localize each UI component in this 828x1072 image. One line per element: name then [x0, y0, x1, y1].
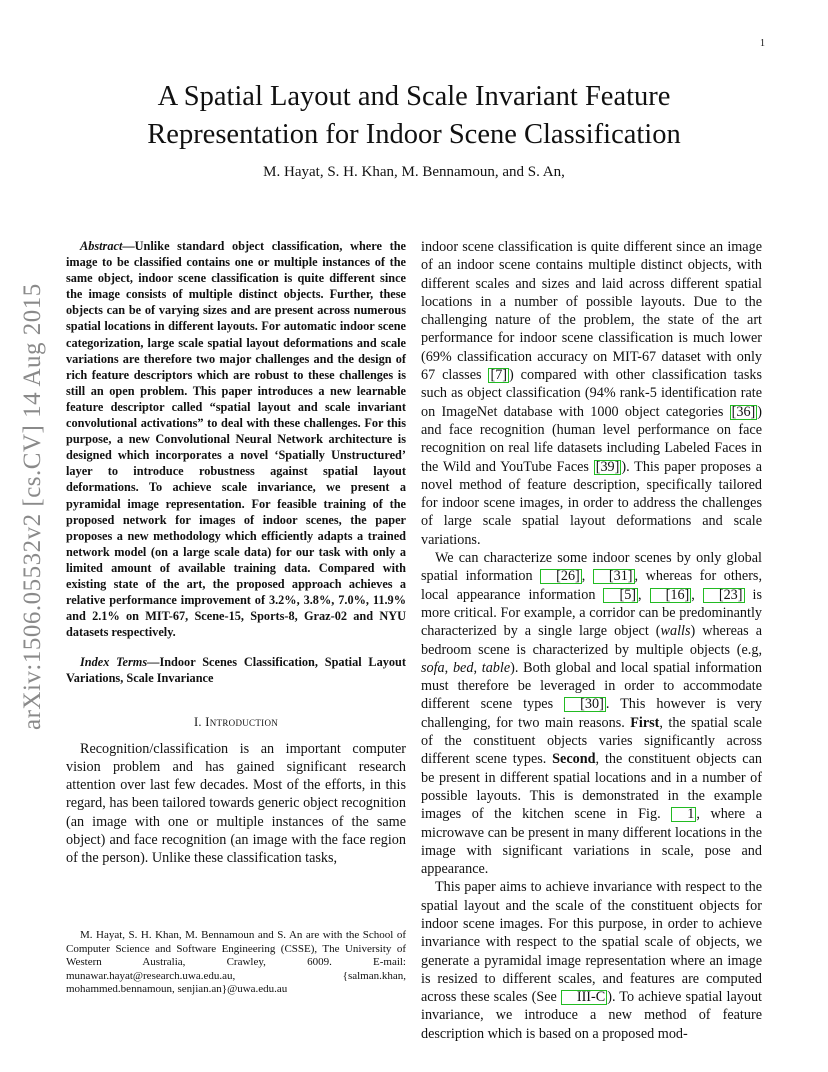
bold-text: Second — [552, 751, 596, 768]
figure-link[interactable]: 1 — [671, 807, 696, 822]
author-footnote: M. Hayat, S. H. Khan, M. Bennamoun and S. An are with the School of Computer Science and Software Engineering (CSSE), The University of Western Australia, Crawley, 6009. E-mail: munawar.hayat@research.uwa.edu.au, {salman.khan, mohammed.bennamoun, senjian.an}@uwa.edu.au — [66, 929, 406, 996]
abstract-text: —Unlike standard object classification, where the image to be classified contains one or multiple instances of the same object, indoor scene classification is quite different since the image consists of multiple distinct objects. Further, these objects can be of varying sizes and are present across numerous spatial locations in different layouts. For automatic indoor scene categorization, large scale spatial layout deformations and scale variations are therefore two major challenges and the design of rich feature descriptors which are robust to these challenges is still an open problem. This paper introduces a new learnable feature descriptor called “spatial layout and scale invariant convolutional activations” to deal with these challenges. For this purpose, a new Convolutional Neural Network architecture is designed which incorporates a novel ‘Spatially Unstructured’ layer to introduce robustness against spatial layout deformations. To achieve scale invariance, we present a pyramidal image representation. For feasible training of the proposed network for images of indoor scenes, the paper proposes a new methodology which efficiently adapts a trained network model (on a large scale data) for our task with only a limited amount of available training data. Compared with existing state of the art, the proposed approach achieves a relative performance improvement of 3.2%, 3.8%, 7.0%, 11.9% and 2.1% on MIT-67, Scene-15, Sports-8, Graz-02 and NYU datasets respectively. — [66, 239, 406, 640]
section-title: Introduction — [205, 714, 279, 729]
right-paragraph-1 — [421, 238, 762, 549]
paper-title — [0, 78, 828, 154]
citation-link[interactable]: [16] — [650, 588, 692, 603]
emphasis: walls — [660, 623, 691, 640]
text-run: ). Both global and local spatial information must therefore be leveraged in order to accommodate different scene types — [421, 659, 762, 713]
text-run: We can characterize some indoor scenes by only global spatial information — [421, 550, 762, 585]
title-line-1: A Spatial Layout and Scale Invariant Feature — [157, 81, 671, 112]
page-number: 1 — [760, 38, 765, 49]
citation-link[interactable]: [26] — [540, 569, 582, 584]
right-paragraph-2 — [421, 549, 762, 878]
text-run: , — [638, 586, 650, 603]
title-block — [0, 78, 828, 181]
text-run: , the constituent objects can be present in different spatial locations and in a number of possible layouts. This is demonstrated in the example images of the kitchen scene in Fig. — [421, 751, 762, 823]
text-run: , — [473, 659, 482, 676]
intro-paragraph-1: Recognition/classification is an important computer vision problem and has gained significant research attention over last few decades. Most of the efforts, in this regard, has been tailored towards generic object recognition (an image with one or multiple instances of the same object) and face recognition (an image with the face region of the person). Unlike these classification tasks, — [66, 740, 406, 867]
citation-link[interactable]: [39] — [595, 458, 620, 475]
text-run: This paper aims to achieve invariance with respect to the spatial layout and the scale of the constituent objects for indoor scene images. For this purpose, in order to achieve invariance with respect to the spatial scale of objects, we generate a pyramidal image representation where an image is resized to different scales, and features are computed across these scales (See — [421, 879, 762, 1006]
index-terms — [66, 654, 406, 686]
text-run: , the spatial scale of the constituent objects varies significantly across different scene types. — [421, 714, 762, 768]
left-column — [66, 238, 406, 868]
text-run: indoor scene classification is quite different since an image of an indoor scene contains multiple distinct objects, with different scales and sizes and laid across different spatial locations in a number of possible layouts. Due to the challenging nature of the problem, the state of the art performance for indoor scene classification is much lower (69% classification accuracy on MIT-67 dataset with only 67 classes — [421, 239, 762, 384]
index-terms-text: —Indoor Scenes Classification, Spatial Layout Variations, Scale Invariance — [66, 655, 406, 686]
abstract — [66, 238, 406, 640]
section-heading — [66, 715, 406, 730]
emphasis: bed — [452, 659, 474, 676]
citation-link[interactable]: [5] — [603, 588, 638, 603]
text-run: , — [691, 586, 703, 603]
authors: M. Hayat, S. H. Khan, M. Bennamoun, and S. An, — [263, 164, 565, 180]
text-run: ) and face recognition (human level performance on face recognition on real life datasets including Labeled Faces in the Wild and YouTube Faces — [421, 403, 762, 475]
right-paragraph-3 — [421, 878, 762, 1043]
text-run: ) compared with other classification tasks such as object classification (94% rank-5 identification rate on ImageNet database with 1000 object categories — [421, 367, 762, 420]
text-run: , — [581, 568, 593, 585]
text-run: is more critical. For example, a corridor can be predominantly characterized by a single large object ( — [421, 586, 763, 640]
citation-link[interactable]: [23] — [703, 588, 745, 603]
index-terms-lead: Index Terms — [80, 655, 148, 670]
abstract-lead: Abstract — [80, 239, 123, 253]
text-run: , — [444, 659, 453, 676]
emphasis: table — [481, 659, 511, 676]
right-column — [421, 238, 762, 1043]
bold-text: First — [630, 714, 660, 731]
text-run: . This however is very challenging, for two main reasons. — [421, 696, 763, 731]
emphasis: sofa — [421, 659, 445, 676]
text-run: , where a microwave can be present in many different locations in the image with significant variations in scale, pose and appearance. — [421, 806, 762, 878]
text-run: , whereas for others, local appearance information — [421, 568, 762, 603]
text-run: ). This paper proposes a novel method of feature description, specifically tailored for indoor scene images, in order to address the challenges of large scale spatial layout deformations and scale variations. — [421, 458, 762, 548]
text-run: ) whereas a bedroom scene is characterized by multiple objects (e.g, — [421, 623, 762, 658]
citation-link[interactable]: [36] — [731, 403, 756, 420]
section-number: I. — [193, 714, 202, 729]
title-line-2: Representation for Indoor Scene Classification — [147, 119, 681, 150]
arxiv-stamp: arXiv:1506.05532v2 [cs.CV] 14 Aug 2015 — [19, 283, 46, 730]
citation-link[interactable]: [7] — [490, 367, 508, 384]
citation-link[interactable]: [30] — [564, 697, 606, 712]
section-link[interactable]: III-C — [561, 990, 607, 1005]
citation-link[interactable]: [31] — [593, 569, 635, 584]
text-run: ). To achieve spatial layout invariance, we introduce a new method of feature description which is based on a proposed mod- — [421, 989, 762, 1042]
